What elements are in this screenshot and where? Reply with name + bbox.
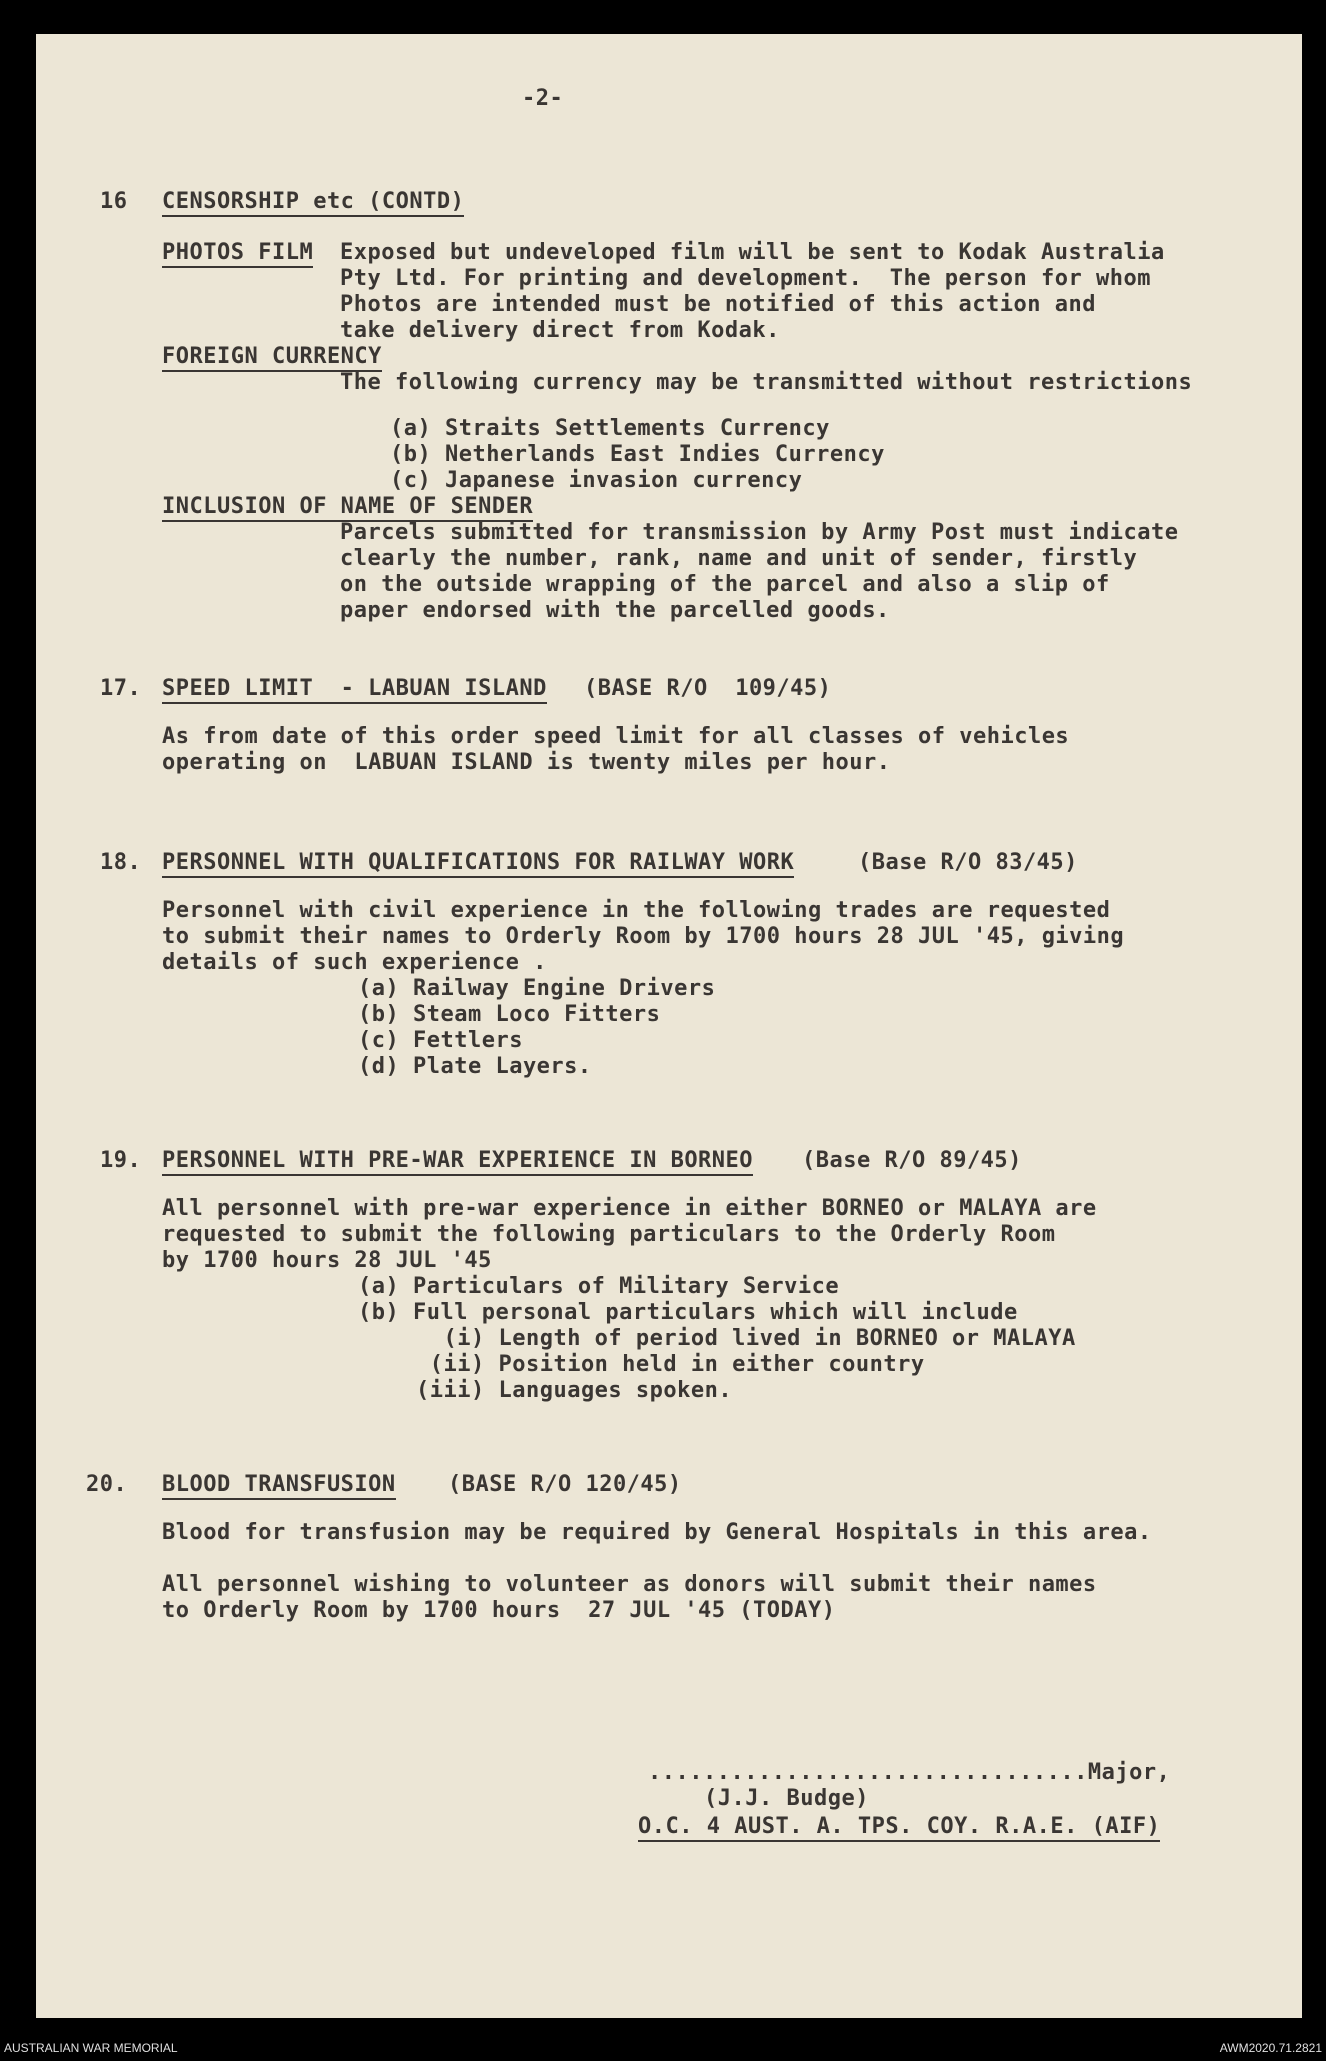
section-20-heading: BLOOD TRANSFUSION — [162, 1472, 396, 1500]
photo-film-line: take delivery direct from Kodak. — [340, 318, 780, 343]
currency-item: (c) Japanese invasion currency — [390, 468, 803, 493]
section-19-line: requested to submit the following particulars to the Orderly Room — [162, 1222, 1056, 1247]
section-18-number: 18. — [100, 850, 142, 875]
photo-film-line: Pty Ltd. For printing and development. The person for whom — [340, 266, 1151, 291]
borneo-subitem: (ii) Position held in either country — [416, 1352, 925, 1377]
section-17-line: As from date of this order speed limit for all classes of vehicles — [162, 724, 1070, 749]
section-17-heading: SPEED LIMIT - LABUAN ISLAND — [162, 676, 547, 704]
foreign-currency-intro: The following currency may be transmitted without restrictions — [340, 370, 1193, 395]
foreign-currency-heading: FOREIGN CURRENCY — [162, 344, 382, 372]
photo-film-heading: PHOTOS FILM — [162, 240, 313, 268]
inclusion-name-line: Parcels submitted for transmission by Army Post must indicate — [340, 520, 1179, 545]
section-18-line: Personnel with civil experience in the following trades are requested — [162, 898, 1111, 923]
photo-film-line: Exposed but undeveloped film will be sent to Kodak Australia — [340, 240, 1165, 265]
section-17-reference: (BASE R/O 109/45) — [584, 676, 832, 701]
page-number: -2- — [522, 86, 564, 111]
section-19-number: 19. — [100, 1148, 142, 1173]
section-16-heading: CENSORSHIP etc (CONTD) — [162, 189, 464, 217]
railway-trade-item: (c) Fettlers — [358, 1028, 523, 1053]
borneo-subitem: (i) Length of period lived in BORNEO or MALAYA — [416, 1326, 1076, 1351]
section-19-heading: PERSONNEL WITH PRE-WAR EXPERIENCE IN BORNEO — [162, 1148, 753, 1176]
section-18-line: details of such experience . — [162, 950, 547, 975]
railway-trade-item: (d) Plate Layers. — [358, 1054, 592, 1079]
section-16-number: 16 — [100, 189, 128, 214]
section-18-line: to submit their names to Orderly Room by 1700 hours 28 JUL '45, giving — [162, 924, 1125, 949]
borneo-subitem: (iii) Languages spoken. — [416, 1378, 733, 1403]
railway-trade-item: (b) Steam Loco Fitters — [358, 1002, 661, 1027]
inclusion-name-heading: INCLUSION OF NAME OF SENDER — [162, 494, 533, 522]
section-20-line: Blood for transfusion may be required by General Hospitals in this area. — [162, 1520, 1152, 1545]
section-19-line: by 1700 hours 28 JUL '45 — [162, 1248, 492, 1273]
inclusion-name-line: clearly the number, rank, name and unit of sender, firstly — [340, 546, 1138, 571]
section-20-line: All personnel wishing to volunteer as donors will submit their names — [162, 1572, 1097, 1597]
signatory-name: (J.J. Budge) — [704, 1786, 869, 1811]
inclusion-name-line: on the outside wrapping of the parcel and also a slip of — [340, 572, 1110, 597]
borneo-item: (a) Particulars of Military Service — [358, 1274, 840, 1299]
section-18-reference: (Base R/O 83/45) — [858, 850, 1078, 875]
section-20-line: to Orderly Room by 1700 hours 27 JUL '45 (TODAY) — [162, 1598, 836, 1623]
inclusion-name-line: paper endorsed with the parcelled goods. — [340, 598, 890, 623]
signature-dots: ................................Major, — [648, 1760, 1171, 1785]
footer-credit: AUSTRALIAN WAR MEMORIAL — [4, 2041, 178, 2055]
section-19-reference: (Base R/O 89/45) — [802, 1148, 1022, 1173]
currency-item: (b) Netherlands East Indies Currency — [390, 442, 885, 467]
document-page — [36, 34, 1302, 2018]
signatory-title: O.C. 4 AUST. A. TPS. COY. R.A.E. (AIF) — [638, 1814, 1160, 1842]
footer-accession-number: AWM2020.71.2821 — [1219, 2041, 1322, 2055]
section-17-line: operating on LABUAN ISLAND is twenty miles per hour. — [162, 750, 891, 775]
section-17-number: 17. — [100, 676, 142, 701]
section-19-line: All personnel with pre-war experience in either BORNEO or MALAYA are — [162, 1196, 1097, 1221]
railway-trade-item: (a) Railway Engine Drivers — [358, 976, 716, 1001]
section-18-heading: PERSONNEL WITH QUALIFICATIONS FOR RAILWAY WORK — [162, 850, 794, 878]
section-20-reference: (BASE R/O 120/45) — [448, 1472, 682, 1497]
borneo-item: (b) Full personal particulars which will include — [358, 1300, 1018, 1325]
currency-item: (a) Straits Settlements Currency — [390, 416, 830, 441]
section-20-number: 20. — [86, 1472, 128, 1497]
photo-film-line: Photos are intended must be notified of this action and — [340, 292, 1096, 317]
